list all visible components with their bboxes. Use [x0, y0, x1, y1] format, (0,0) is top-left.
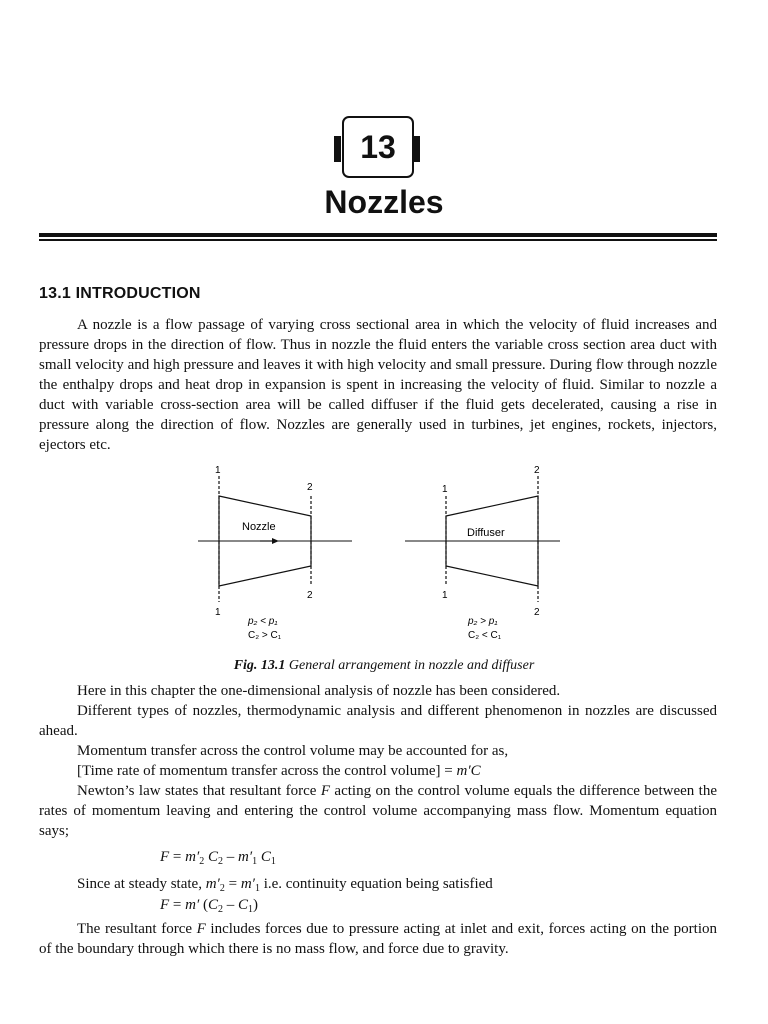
nozzle-inlet-top: 1: [215, 465, 221, 476]
paragraph-momentum-intro: Momentum transfer across the control volume may be accounted for as,: [77, 743, 509, 759]
nozzle-diagram: [198, 465, 352, 641]
diffuser-velocity-relation: C₂ < C₁: [468, 630, 502, 641]
figure-caption: [0, 658, 768, 674]
momentum-rate-text: [Time rate of momentum transfer across the control volume] =: [77, 763, 457, 779]
steady-state-text-after: i.e. continuity equation being satisfied: [259, 876, 493, 892]
section-heading: 13.1 INTRODUCTION: [39, 285, 201, 302]
diffuser-pressure-relation: p₂ > p₁: [468, 616, 498, 627]
diffuser-inlet-top: 1: [442, 484, 448, 495]
chapter-number: 13: [342, 116, 414, 178]
newton-text-before: Newton’s law states that resultant force: [77, 783, 321, 799]
paragraph-newtons-law: [39, 781, 717, 841]
resultant-text-after: includes forces due to pressure acting at inlet and exit, forces acting on the portion of the boundary through which there is no mass flow, and force due to gravity.: [39, 921, 718, 957]
paragraph-types: Different types of nozzles, thermodynamic analysis and different phenomenon in nozzles are discussed ahead.: [39, 703, 717, 739]
paragraph-resultant-force: [39, 919, 717, 959]
diffuser-inlet-bottom: 1: [442, 590, 448, 601]
paragraph-scope: Here in this chapter the one-dimensional analysis of nozzle has been considered.: [77, 683, 561, 699]
diffuser-outlet-top: 2: [534, 465, 540, 476]
nozzle-outlet-bottom: 2: [307, 590, 313, 601]
diffuser-label: Diffuser: [467, 527, 505, 539]
steady-state-text-before: Since at steady state,: [77, 876, 206, 892]
simplified-momentum-equation: F = m′ $(C_2 - C_1)$: [160, 897, 259, 915]
figure-caption-text: General arrangement in nozzle and diffuser: [288, 658, 535, 673]
title-rule-thin: [39, 239, 717, 241]
chapter-tab-left: [334, 136, 341, 162]
momentum-rate-math: m′C: [456, 763, 481, 779]
nozzle-outlet-top: 2: [307, 482, 313, 493]
continuity-math: $m'_2 = m'_1$: [205, 876, 260, 894]
figure-caption-number: Fig. 13.1: [233, 658, 286, 673]
paragraph-momentum-rate: [39, 761, 717, 781]
paragraph-steady-state: [39, 874, 717, 894]
newton-force-symbol: F: [320, 783, 331, 799]
diffuser-outlet-bottom: 2: [534, 607, 540, 618]
diffuser-diagram: [405, 465, 560, 641]
newton-text-after: acting on the control volume equals the difference between the rates of momentum leaving and entering the control volume accompanying mass flow. Momentum equation says;: [39, 783, 717, 839]
resultant-text-before: The resultant force: [77, 921, 197, 937]
resultant-force-symbol: F: [196, 921, 206, 937]
intro-paragraph: A nozzle is a flow passage of varying cross sectional area in which the velocity of fluid increases and pressure drops in the direction of flow. Thus in nozzle the fluid enters the variable cross section area duct with small velocity and high pressure and leaves it with high velocity and small pressure. During flow through nozzle the enthalpy drops and heat drop in expansion is spent in increasing the velocity of fluid. Similar to nozzle a duct with variable cross-section area will be called diffuser if the fluid gets decelerated, causing a rise in pressure along the direction of flow. Nozzles are generally used in turbines, jet engines, rockets, injectors, ejectors etc.: [39, 317, 717, 453]
nozzle-label: Nozzle: [242, 521, 276, 533]
chapter-title: Nozzles: [324, 184, 444, 220]
title-rule-thick: [39, 233, 717, 237]
chapter-tab-right: [413, 136, 420, 162]
nozzle-velocity-relation: C₂ > C₁: [248, 630, 282, 641]
nozzle-pressure-relation: p₂ < p₁: [248, 616, 278, 627]
nozzle-diffuser-figure: [190, 460, 570, 650]
momentum-equation: $F = m'_2$ $C_2 - m'_1$ $C_1$: [160, 849, 276, 867]
nozzle-inlet-bottom: 1: [215, 607, 221, 618]
